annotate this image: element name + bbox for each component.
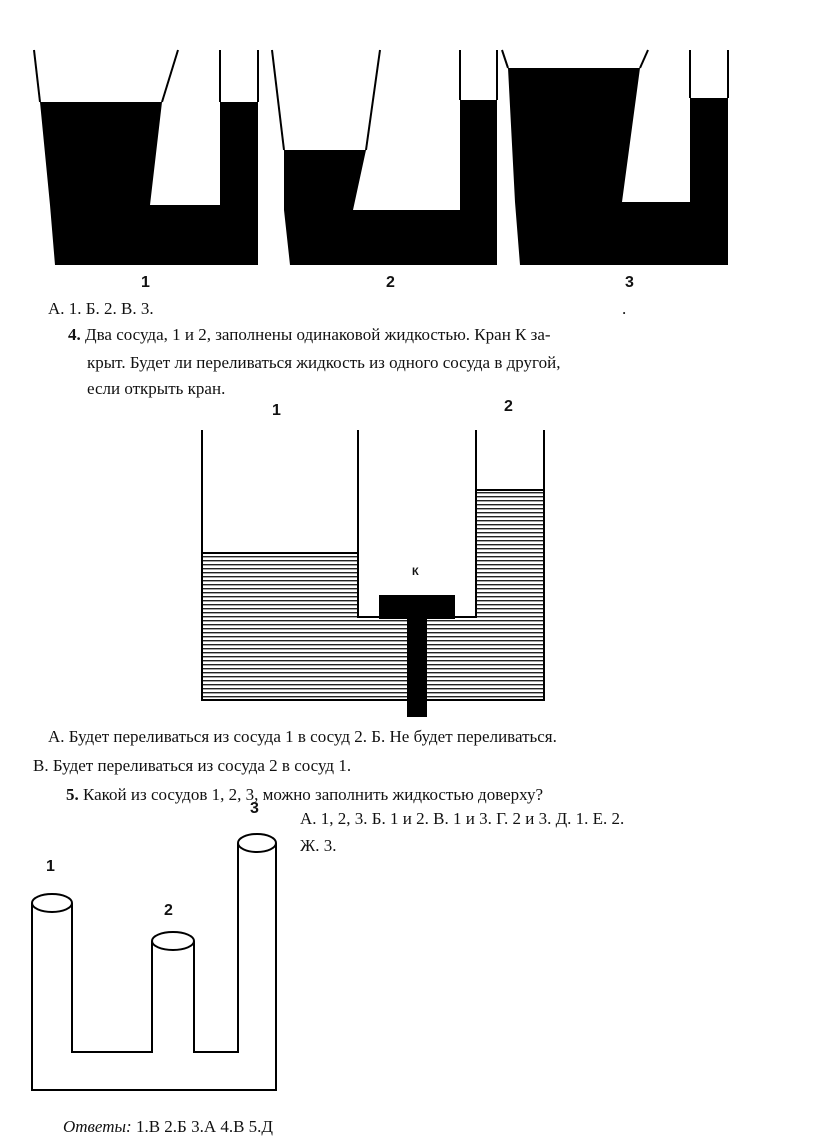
- vessel-label-2: 2: [386, 274, 395, 291]
- q4-vessel-label-1: 1: [272, 402, 281, 419]
- answers-key: [63, 1116, 273, 1138]
- q5-label-2: 2: [164, 902, 173, 919]
- answers-key-label: Ответы:: [63, 1117, 132, 1136]
- vessel-label-3: 3: [625, 274, 634, 291]
- q4-answer-line-2: В. Будет переливаться из сосуда 2 в сосуд 1.: [33, 756, 352, 775]
- q4-vessel-label-2: 2: [504, 398, 513, 415]
- cylinder-1-top: [32, 894, 72, 912]
- q5-answers-line-2: Ж. 3.: [300, 836, 337, 855]
- answers-key-text: 1.В 2.Б 3.А 4.В 5.Д: [135, 1117, 274, 1136]
- cylinder-2-top: [152, 932, 194, 950]
- cylinder-3-top: [238, 834, 276, 852]
- q5-label-3: 3: [250, 800, 259, 817]
- q4-line-2: крыт. Будет ли переливаться жидкость из одного сосуда в другой,: [87, 353, 561, 372]
- q5-number: 5.: [66, 785, 79, 804]
- q4-answer-line-1: А. Будет переливаться из сосуда 1 в сосуд 2. Б. Не будет переливаться.: [48, 727, 557, 746]
- q5-question: Какой из сосудов 1, 2, 3, можно заполнить жидкостью доверху?: [83, 785, 544, 804]
- vessel-label-1: 1: [141, 274, 150, 291]
- q4-valve-label: К: [412, 566, 419, 578]
- q5-label-1: 1: [46, 858, 55, 875]
- q4-number: 4.: [68, 325, 81, 344]
- q5-answers-line-1: А. 1, 2, 3. Б. 1 и 2. В. 1 и 3. Г. 2 и 3. Д. 1. Е. 2.: [300, 809, 625, 828]
- q3-answers: А. 1. Б. 2. В. 3.: [48, 299, 154, 318]
- stray-dot: .: [622, 299, 627, 318]
- q4-text-1: Два сосуда, 1 и 2, заполнены одинаковой жидкостью. Кран К за-: [85, 325, 551, 344]
- q4-line-3: если открыть кран.: [87, 379, 226, 398]
- q5-vessel-outline: [32, 843, 276, 1090]
